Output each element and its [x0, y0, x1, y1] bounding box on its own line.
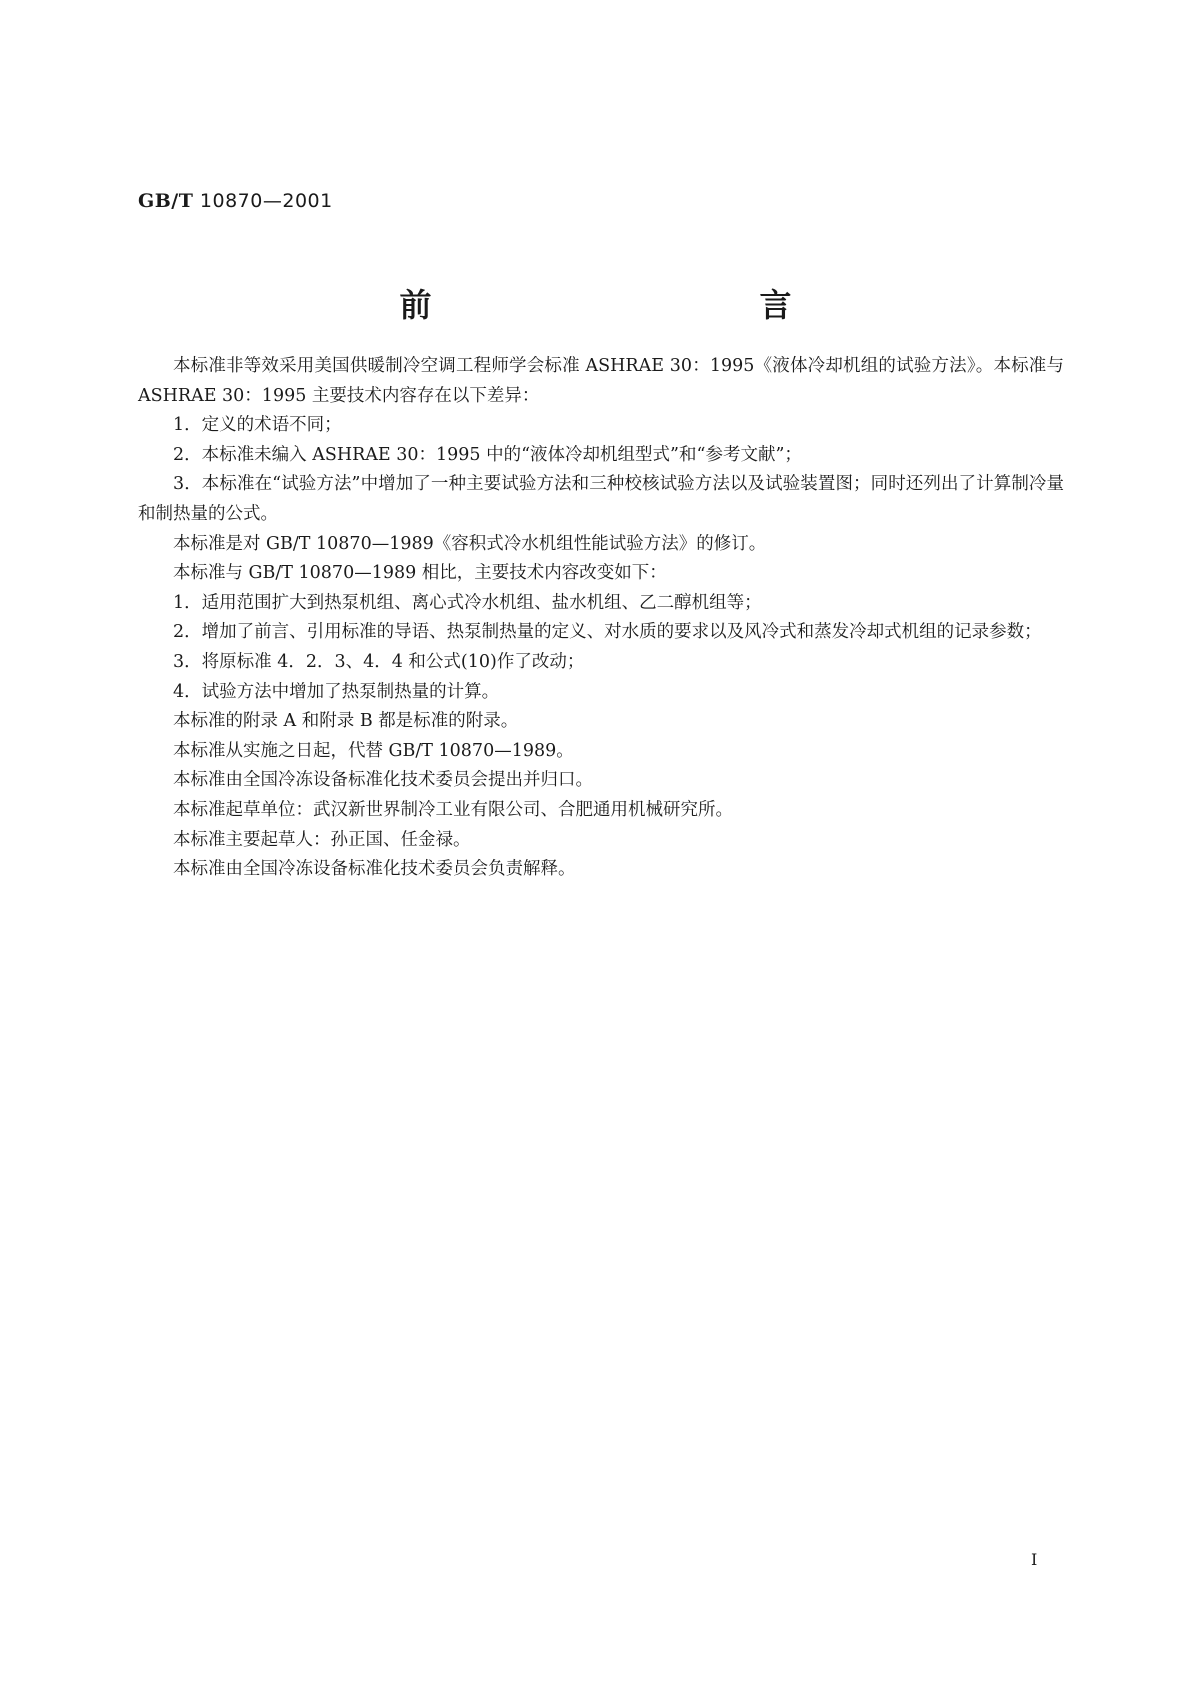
paragraph: 2．增加了前言、引用标准的导语、热泵制热量的定义、对水质的要求以及风冷式和蒸发冷却式机组的记录参数；	[173, 622, 1042, 643]
paragraph: 本标准是对 GB/T 10870—1989《容积式冷水机组性能试验方法》的修订。	[173, 533, 767, 554]
paragraph: 本标准与 GB/T 10870—1989 相比，主要技术内容改变如下：	[173, 563, 667, 584]
standard-year-number: 10870—2001	[199, 190, 333, 212]
paragraph: 2．本标准未编入 ASHRAE 30：1995 中的“液体冷却机组型式”和“参考文献”；	[173, 444, 802, 465]
page-number: I	[1031, 1550, 1038, 1569]
paragraph: 1．定义的术语不同；	[173, 415, 342, 436]
paragraph: 本标准由全国冷冻设备标准化技术委员会负责解释。	[173, 859, 576, 880]
paragraph: 本标准的附录 A 和附录 B 都是标准的附录。	[173, 711, 519, 732]
paragraph: 本标准起草单位：武汉新世界制冷工业有限公司、合肥通用机械研究所。	[173, 799, 733, 820]
paragraph: 本标准主要起草人：孙正国、任金禄。	[173, 829, 471, 850]
paragraph: 本标准非等效采用美国供暖制冷空调工程师学会标准 ASHRAE 30：1995《液体冷却机组的试验方法》。本标准与 ASHRAE 30：1995 主要技术内容存在以下差异：	[138, 356, 1064, 406]
paragraph: 3．本标准在“试验方法”中增加了一种主要试验方法和三种校核试验方法以及试验装置图；同时还列出了计算制冷量和制热量的公式。	[138, 474, 1064, 524]
standard-code: GB/T	[138, 190, 194, 212]
paragraph: 3．将原标准 4．2．3、4．4 和公式(10)作了改动；	[173, 651, 585, 672]
standard-number	[138, 190, 333, 212]
paragraph: 1．适用范围扩大到热泵机组、离心式冷水机组、盐水机组、乙二醇机组等；	[173, 592, 762, 613]
paragraph: 本标准从实施之日起，代替 GB/T 10870—1989。	[173, 740, 574, 761]
foreword-body	[138, 352, 1064, 885]
paragraph: 本标准由全国冷冻设备标准化技术委员会提出并归口。	[173, 770, 593, 791]
paragraph: 4．试验方法中增加了热泵制热量的计算。	[173, 681, 500, 702]
section-title: 前 言	[399, 286, 880, 324]
